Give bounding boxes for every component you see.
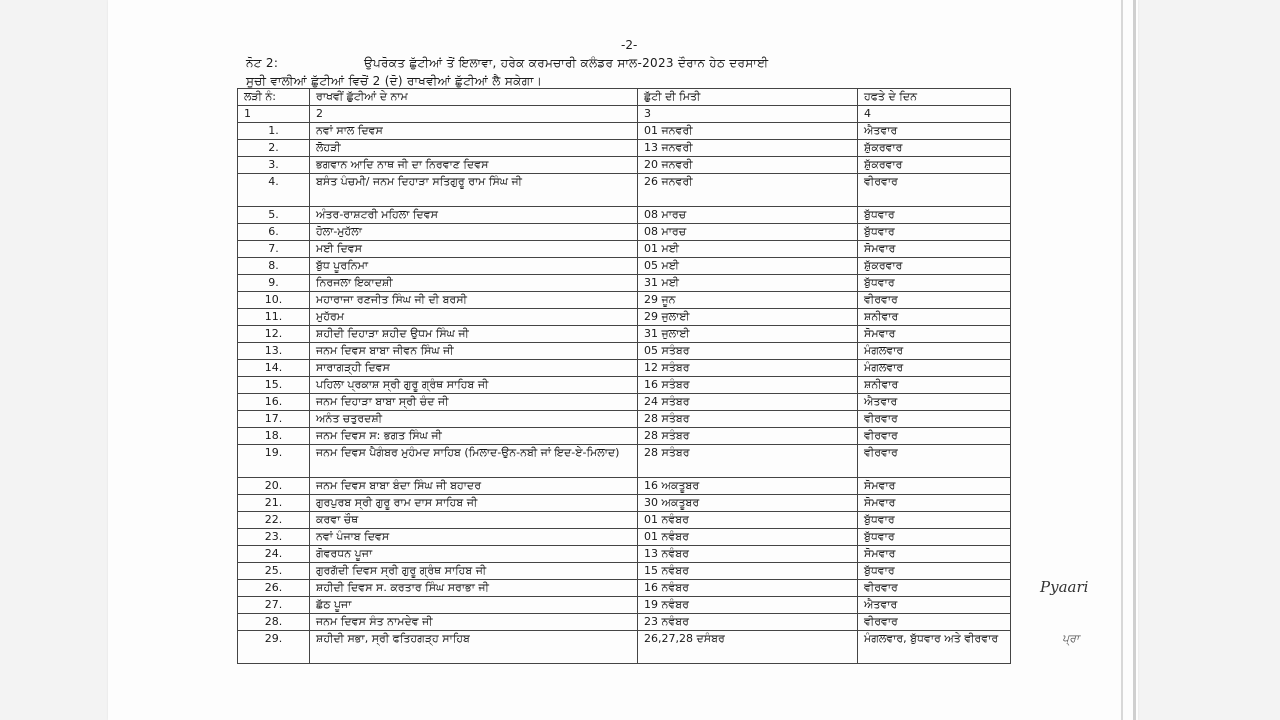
weekday-cell: ਵੀਰਵਾਰ — [858, 174, 1011, 207]
weekday-cell: ਬੁੱਧਵਾਰ — [858, 207, 1011, 224]
weekday-cell: ਸ਼ਨੀਵਾਰ — [858, 377, 1011, 394]
serial-cell: 20. — [238, 478, 310, 495]
holiday-name-cell: ਗੁਰਗੱਦੀ ਦਿਵਸ ਸ੍ਰੀ ਗੁਰੂ ਗ੍ਰੰਥ ਸਾਹਿਬ ਜੀ — [310, 563, 638, 580]
date-cell: 13 ਨਵੰਬਰ — [638, 546, 858, 563]
handwritten-initials: ਪ੍ਰਾ — [1062, 632, 1080, 645]
date-cell: 01 ਨਵੰਬਰ — [638, 529, 858, 546]
weekday-cell: ਸੋਮਵਾਰ — [858, 546, 1011, 563]
table-row — [238, 411, 1011, 428]
date-cell: 19 ਨਵੰਬਰ — [638, 597, 858, 614]
weekday-cell: ਸੋਮਵਾਰ — [858, 241, 1011, 258]
table-row — [238, 258, 1011, 275]
holiday-name-cell: ਸ਼ਹੀਦੀ ਦਿਹਾੜਾ ਸ਼ਹੀਦ ਉਧਮ ਸਿੰਘ ਜੀ — [310, 326, 638, 343]
date-cell: 08 ਮਾਰਚ — [638, 207, 858, 224]
holiday-name-cell: ਲੋਹੜੀ — [310, 140, 638, 157]
weekday-cell: ਐਤਵਾਰ — [858, 123, 1011, 140]
header-serial: ਲੜੀ ਨੰ: — [238, 89, 310, 106]
weekday-cell: ਵੀਰਵਾਰ — [858, 445, 1011, 478]
holiday-name-cell: ਜਨਮ ਦਿਵਸ ਪੈਗੰਬਰ ਮੁਹੰਮਦ ਸਾਹਿਬ (ਮਿਲਾਦ-ਉਨ-ਨਬੀ ਜਾਂ ਇਦ-ਏ-ਮਿਲਾਦ) — [310, 445, 638, 478]
date-cell: 12 ਸਤੰਬਰ — [638, 360, 858, 377]
date-cell: 30 ਅਕਤੂਬਰ — [638, 495, 858, 512]
table-row — [238, 377, 1011, 394]
table-row — [238, 512, 1011, 529]
weekday-cell: ਸ਼ੁੱਕਰਵਾਰ — [858, 157, 1011, 174]
serial-cell: 3. — [238, 157, 310, 174]
serial-cell: 13. — [238, 343, 310, 360]
holiday-name-cell: ਮੁਹੱਰਮ — [310, 309, 638, 326]
weekday-cell: ਮੰਗਲਵਾਰ, ਬੁੱਧਵਾਰ ਅਤੇ ਵੀਰਵਾਰ — [858, 631, 1011, 664]
weekday-cell: ਵੀਰਵਾਰ — [858, 580, 1011, 597]
serial-cell: 5. — [238, 207, 310, 224]
date-cell: 16 ਸਤੰਬਰ — [638, 377, 858, 394]
serial-cell: 23. — [238, 529, 310, 546]
date-cell: 16 ਅਕਤੂਬਰ — [638, 478, 858, 495]
weekday-cell: ਮੰਗਲਵਾਰ — [858, 360, 1011, 377]
serial-cell: 24. — [238, 546, 310, 563]
date-cell: 28 ਸਤੰਬਰ — [638, 445, 858, 478]
date-cell: 26,27,28 ਦਸੰਬਰ — [638, 631, 858, 664]
page-edge-line — [1133, 0, 1136, 720]
date-cell: 29 ਜੂਨ — [638, 292, 858, 309]
holiday-name-cell: ਪਹਿਲਾ ਪ੍ਰਕਾਸ਼ ਸ੍ਰੀ ਗੁਰੂ ਗ੍ਰੰਥ ਸਾਹਿਬ ਜੀ — [310, 377, 638, 394]
weekday-cell: ਵੀਰਵਾਰ — [858, 614, 1011, 631]
holiday-name-cell: ਛੱਠ ਪੂਜਾ — [310, 597, 638, 614]
table-row — [238, 580, 1011, 597]
serial-cell: 21. — [238, 495, 310, 512]
serial-cell: 19. — [238, 445, 310, 478]
table-row — [238, 292, 1011, 309]
weekday-cell: ਐਤਵਾਰ — [858, 394, 1011, 411]
serial-cell: 16. — [238, 394, 310, 411]
holiday-name-cell: ਗੁਰਪੁਰਬ ਸ੍ਰੀ ਗੁਰੂ ਰਾਮ ਦਾਸ ਸਾਹਿਬ ਜੀ — [310, 495, 638, 512]
table-row — [238, 241, 1011, 258]
table-row — [238, 343, 1011, 360]
serial-cell: 8. — [238, 258, 310, 275]
serial-cell: 25. — [238, 563, 310, 580]
table-row — [238, 546, 1011, 563]
serial-cell: 2. — [238, 140, 310, 157]
date-cell: 28 ਸਤੰਬਰ — [638, 411, 858, 428]
holiday-name-cell: ਸ਼ਹੀਦੀ ਦਿਵਸ ਸ. ਕਰਤਾਰ ਸਿੰਘ ਸਰਾਭਾ ਜੀ — [310, 580, 638, 597]
header-holiday-name: ਰਾਖਵੀਂ ਛੁੱਟੀਆਂ ਦੇ ਨਾਮ — [310, 89, 638, 106]
holiday-name-cell: ਅਨੰਤ ਚਤੁਰਦਸ਼ੀ — [310, 411, 638, 428]
serial-cell: 11. — [238, 309, 310, 326]
table-row — [238, 360, 1011, 377]
weekday-cell: ਵੀਰਵਾਰ — [858, 292, 1011, 309]
holiday-name-cell: ਸ਼ਹੀਦੀ ਸਭਾ, ਸ੍ਰੀ ਫਤਿਹਗੜ੍ਹ ਸਾਹਿਬ — [310, 631, 638, 664]
serial-cell: 15. — [238, 377, 310, 394]
date-cell: 31 ਜੁਲਾਈ — [638, 326, 858, 343]
date-cell: 23 ਨਵੰਬਰ — [638, 614, 858, 631]
table-row — [238, 207, 1011, 224]
holiday-name-cell: ਗੋਵਰਧਨ ਪੂਜਾ — [310, 546, 638, 563]
index-cell: 1 — [238, 106, 310, 123]
table-row — [238, 326, 1011, 343]
holiday-name-cell: ਭਗਵਾਨ ਆਦਿ ਨਾਥ ਜੀ ਦਾ ਨਿਰਵਾਣ ਦਿਵਸ — [310, 157, 638, 174]
date-cell: 08 ਮਾਰਚ — [638, 224, 858, 241]
holiday-name-cell: ਜਨਮ ਦਿਵਸ ਸੰਤ ਨਾਮਦੇਵ ਜੀ — [310, 614, 638, 631]
table-row — [238, 478, 1011, 495]
date-cell: 24 ਸਤੰਬਰ — [638, 394, 858, 411]
page-edge-line — [1121, 0, 1123, 720]
weekday-cell: ਵੀਰਵਾਰ — [858, 428, 1011, 445]
weekday-cell: ਵੀਰਵਾਰ — [858, 411, 1011, 428]
holiday-name-cell: ਬੁੱਧ ਪੂਰਨਿਮਾ — [310, 258, 638, 275]
date-cell: 13 ਜਨਵਰੀ — [638, 140, 858, 157]
handwritten-signature: Pyaari — [1040, 578, 1089, 596]
table-row — [238, 275, 1011, 292]
note-label: ਨੋਟ 2: — [246, 56, 279, 70]
holiday-name-cell: ਜਨਮ ਦਿਵਸ ਸ: ਭਗਤ ਸਿੰਘ ਜੀ — [310, 428, 638, 445]
serial-cell: 27. — [238, 597, 310, 614]
weekday-cell: ਐਤਵਾਰ — [858, 597, 1011, 614]
table-row — [238, 428, 1011, 445]
table-row — [238, 157, 1011, 174]
holiday-name-cell: ਨਵਾਂ ਸਾਲ ਦਿਵਸ — [310, 123, 638, 140]
index-cell: 3 — [638, 106, 858, 123]
table-index-row — [238, 106, 1011, 123]
serial-cell: 12. — [238, 326, 310, 343]
table-row — [238, 529, 1011, 546]
date-cell: 15 ਨਵੰਬਰ — [638, 563, 858, 580]
weekday-cell: ਸੋਮਵਾਰ — [858, 495, 1011, 512]
serial-cell: 7. — [238, 241, 310, 258]
note-paragraph — [246, 54, 1016, 90]
holiday-name-cell: ਬਸੰਤ ਪੰਚਮੀ/ ਜਨਮ ਦਿਹਾੜਾ ਸਤਿਗੁਰੂ ਰਾਮ ਸਿੰਘ ਜੀ — [310, 174, 638, 207]
serial-cell: 18. — [238, 428, 310, 445]
table-row — [238, 224, 1011, 241]
serial-cell: 14. — [238, 360, 310, 377]
date-cell: 05 ਮਈ — [638, 258, 858, 275]
header-weekday: ਹਫਤੇ ਦੇ ਦਿਨ — [858, 89, 1011, 106]
weekday-cell: ਬੁੱਧਵਾਰ — [858, 529, 1011, 546]
note-line-2: ਸੂਚੀ ਵਾਲੀਆਂ ਛੁੱਟੀਆਂ ਵਿਚੋਂ 2 (ਦੋ) ਰਾਖਵੀਆਂ ਛੁੱਟੀਆਂ ਲੈ ਸਕੇਗਾ। — [246, 74, 543, 88]
table-row — [238, 394, 1011, 411]
serial-cell: 22. — [238, 512, 310, 529]
holiday-name-cell: ਜਨਮ ਦਿਵਸ ਬਾਬਾ ਬੰਦਾ ਸਿੰਘ ਜੀ ਬਹਾਦਰ — [310, 478, 638, 495]
date-cell: 01 ਜਨਵਰੀ — [638, 123, 858, 140]
table-header-row — [238, 89, 1011, 106]
index-cell: 4 — [858, 106, 1011, 123]
table-row — [238, 174, 1011, 207]
table-row — [238, 140, 1011, 157]
serial-cell: 26. — [238, 580, 310, 597]
holiday-name-cell: ਜਨਮ ਦਿਹਾੜਾ ਬਾਬਾ ਸ੍ਰੀ ਚੰਦ ਜੀ — [310, 394, 638, 411]
serial-cell: 6. — [238, 224, 310, 241]
date-cell: 01 ਮਈ — [638, 241, 858, 258]
holiday-name-cell: ਹੋਲਾ-ਮੁਹੱਲਾ — [310, 224, 638, 241]
date-cell: 31 ਮਈ — [638, 275, 858, 292]
weekday-cell: ਸੋਮਵਾਰ — [858, 478, 1011, 495]
weekday-cell: ਸ਼ੁੱਕਰਵਾਰ — [858, 140, 1011, 157]
serial-cell: 4. — [238, 174, 310, 207]
holiday-name-cell: ਸਾਰਾਗੜ੍ਹੀ ਦਿਵਸ — [310, 360, 638, 377]
serial-cell: 1. — [238, 123, 310, 140]
header-date: ਛੁੱਟੀ ਦੀ ਮਿਤੀ — [638, 89, 858, 106]
index-cell: 2 — [310, 106, 638, 123]
note-line-1: ਉਪਰੋਕਤ ਛੁੱਟੀਆਂ ਤੋਂ ਇਲਾਵਾ, ਹਰੇਕ ਕਰਮਚਾਰੀ ਕਲੰਡਰ ਸਾਲ-2023 ਦੌਰਾਨ ਹੇਠ ਦਰਸਾਈ — [364, 56, 769, 70]
table-row — [238, 309, 1011, 326]
weekday-cell: ਮੰਗਲਵਾਰ — [858, 343, 1011, 360]
date-cell: 01 ਨਵੰਬਰ — [638, 512, 858, 529]
date-cell: 26 ਜਨਵਰੀ — [638, 174, 858, 207]
table-row — [238, 495, 1011, 512]
table-row — [238, 563, 1011, 580]
holiday-name-cell: ਨਵਾਂ ਪੰਜਾਬ ਦਿਵਸ — [310, 529, 638, 546]
weekday-cell: ਬੁੱਧਵਾਰ — [858, 512, 1011, 529]
weekday-cell: ਬੁੱਧਵਾਰ — [858, 275, 1011, 292]
serial-cell: 28. — [238, 614, 310, 631]
weekday-cell: ਬੁੱਧਵਾਰ — [858, 563, 1011, 580]
holiday-name-cell: ਮਹਾਰਾਜਾ ਰਣਜੀਤ ਸਿੰਘ ਜੀ ਦੀ ਬਰਸੀ — [310, 292, 638, 309]
date-cell: 05 ਸਤੰਬਰ — [638, 343, 858, 360]
weekday-cell: ਬੁੱਧਵਾਰ — [858, 224, 1011, 241]
restricted-holidays-table — [237, 88, 1011, 664]
weekday-cell: ਸ਼ੁੱਕਰਵਾਰ — [858, 258, 1011, 275]
holiday-name-cell: ਨਿਰਜਲਾ ਇਕਾਦਸ਼ੀ — [310, 275, 638, 292]
serial-cell: 29. — [238, 631, 310, 664]
serial-cell: 9. — [238, 275, 310, 292]
holiday-name-cell: ਕਰਵਾ ਚੌਥ — [310, 512, 638, 529]
date-cell: 28 ਸਤੰਬਰ — [638, 428, 858, 445]
holiday-name-cell: ਜਨਮ ਦਿਵਸ ਬਾਬਾ ਜੀਵਨ ਸਿੰਘ ਜੀ — [310, 343, 638, 360]
table-row — [238, 614, 1011, 631]
date-cell: 29 ਜੁਲਾਈ — [638, 309, 858, 326]
holiday-name-cell: ਅੰਤਰ-ਰਾਸ਼ਟਰੀ ਮਹਿਲਾ ਦਿਵਸ — [310, 207, 638, 224]
serial-cell: 10. — [238, 292, 310, 309]
holiday-name-cell: ਮਈ ਦਿਵਸ — [310, 241, 638, 258]
table-row — [238, 631, 1011, 664]
date-cell: 16 ਨਵੰਬਰ — [638, 580, 858, 597]
page-number: -2- — [621, 38, 638, 52]
table-row — [238, 445, 1011, 478]
weekday-cell: ਸੋਮਵਾਰ — [858, 326, 1011, 343]
table-row — [238, 123, 1011, 140]
date-cell: 20 ਜਨਵਰੀ — [638, 157, 858, 174]
table-row — [238, 597, 1011, 614]
weekday-cell: ਸ਼ਨੀਵਾਰ — [858, 309, 1011, 326]
serial-cell: 17. — [238, 411, 310, 428]
